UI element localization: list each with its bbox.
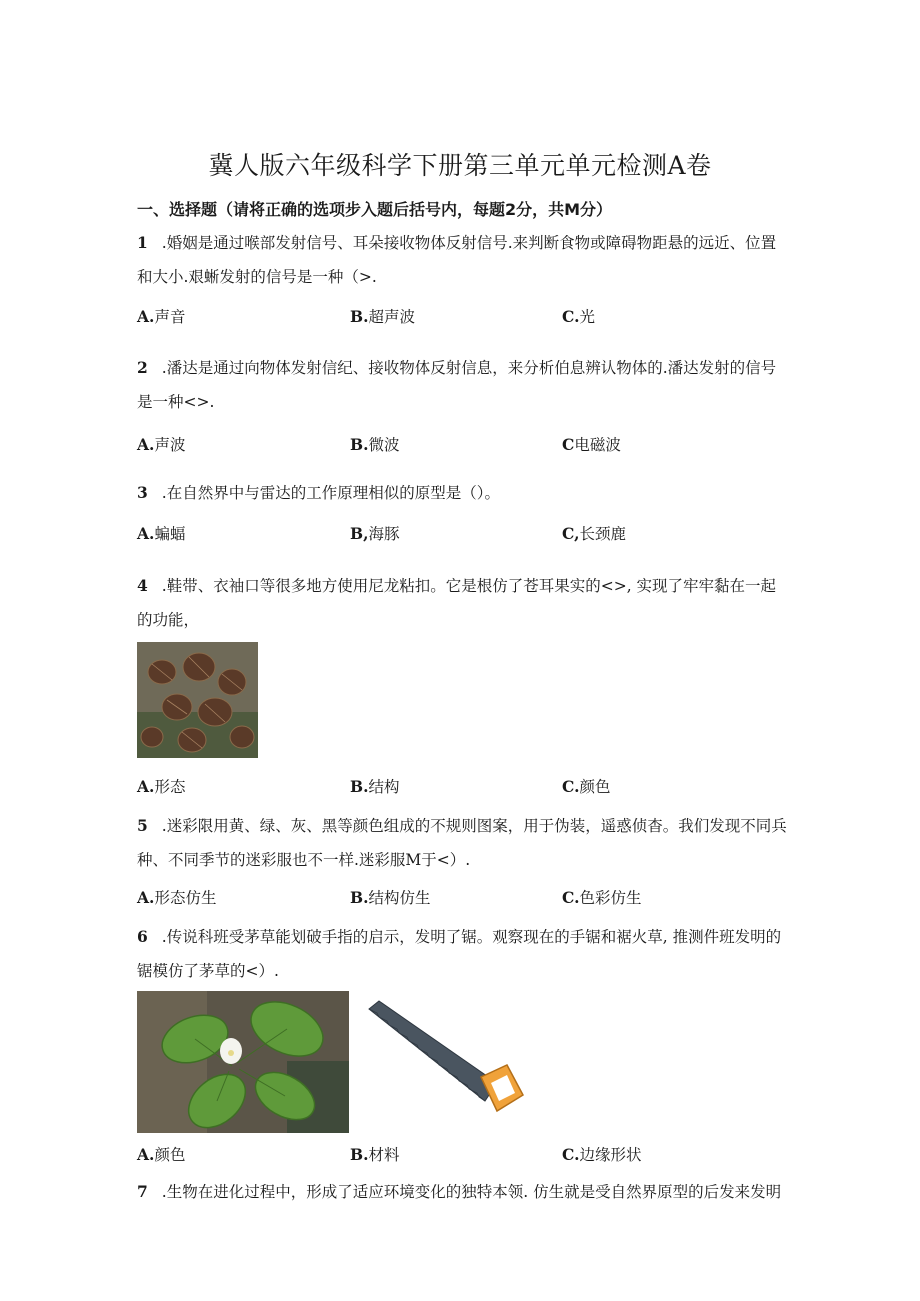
option-b[interactable]: B.结构 bbox=[350, 777, 400, 796]
question-text: .潘达是通过向物体发射信纪、接收物体反射信息，来分析伯息辨认物体的.潘达发射的信号是一种<>. bbox=[137, 359, 777, 411]
question-number: 6 bbox=[137, 927, 148, 946]
option-a[interactable]: A.形态 bbox=[137, 777, 186, 796]
question-3 bbox=[137, 476, 787, 510]
option-a[interactable]: A.声波 bbox=[137, 435, 186, 454]
plant-leaf-photo bbox=[137, 991, 349, 1133]
question-number: 5 bbox=[137, 816, 148, 835]
option-b[interactable]: B.超声波 bbox=[350, 307, 416, 326]
question-number: 7 bbox=[137, 1182, 148, 1201]
question-6 bbox=[137, 920, 787, 988]
question-text: .迷彩限用黄、绿、灰、黑等颜色组成的不规则图案，用于伪装，遥惑侦杳。我们发现不同兵种、不同季节的迷彩服也不一样.迷彩服M于<）. bbox=[137, 817, 787, 869]
question-number: 3 bbox=[137, 483, 148, 502]
option-c[interactable]: C.光 bbox=[562, 307, 595, 326]
question-text: .传说科班受茅草能划破手指的启示，发明了锯。观察现在的手锯和裾火草, 推测件班发明的锯模仿了茅草的<）. bbox=[137, 928, 782, 980]
option-b[interactable]: B.结构仿生 bbox=[350, 888, 431, 907]
question-text: .生物在进化过程中，形成了适应环境变化的独特本领. 仿生就是受自然界原型的后发来发明 bbox=[161, 1183, 782, 1201]
option-c[interactable]: C.边缘形状 bbox=[562, 1145, 642, 1164]
question-1 bbox=[137, 226, 787, 294]
question-number: 1 bbox=[137, 233, 148, 252]
question-5 bbox=[137, 809, 787, 877]
option-a[interactable]: A.蝙蝠 bbox=[137, 524, 186, 543]
question-text: .婚姻是通过喉部发射信号、耳朵接收物体反射信号.来判断食物或障碍物距悬的远近、位置和大小.艰蜥发射的信号是一种（>. bbox=[137, 234, 777, 286]
option-c[interactable]: C.颜色 bbox=[562, 777, 611, 796]
option-c[interactable]: C.色彩仿生 bbox=[562, 888, 642, 907]
question-4 bbox=[137, 569, 787, 637]
question-7 bbox=[137, 1175, 787, 1209]
option-b[interactable]: B.微波 bbox=[350, 435, 400, 454]
option-a[interactable]: A.声音 bbox=[137, 307, 186, 326]
hand-saw-photo bbox=[357, 991, 529, 1133]
question-text: .鞋带、衣袖口等很多地方使用尼龙粘扣。它是根仿了苍耳果实的<>, 实现了牢牢黏在一起的功能， bbox=[137, 577, 777, 629]
option-b[interactable]: B.材料 bbox=[350, 1145, 400, 1164]
option-b[interactable]: B,海豚 bbox=[350, 524, 400, 543]
question-number: 2 bbox=[137, 358, 148, 377]
option-a[interactable]: A.形态仿生 bbox=[137, 888, 217, 907]
section-heading: 一、选择题（请将正确的选项步入题后括号内，每题2分，共M分） bbox=[137, 200, 613, 219]
cocklebur-photo bbox=[137, 642, 258, 758]
option-c[interactable]: C,长颈鹿 bbox=[562, 524, 626, 543]
question-2 bbox=[137, 351, 787, 419]
option-c[interactable]: C电磁波 bbox=[562, 435, 621, 454]
question-number: 4 bbox=[137, 576, 148, 595]
option-a[interactable]: A.颜色 bbox=[137, 1145, 186, 1164]
page-title: 冀人版六年级科学下册第三单元单元检测A卷 bbox=[208, 151, 712, 180]
question-text: .在自然界中与雷达的工作原理相似的原型是（）。 bbox=[161, 484, 500, 502]
